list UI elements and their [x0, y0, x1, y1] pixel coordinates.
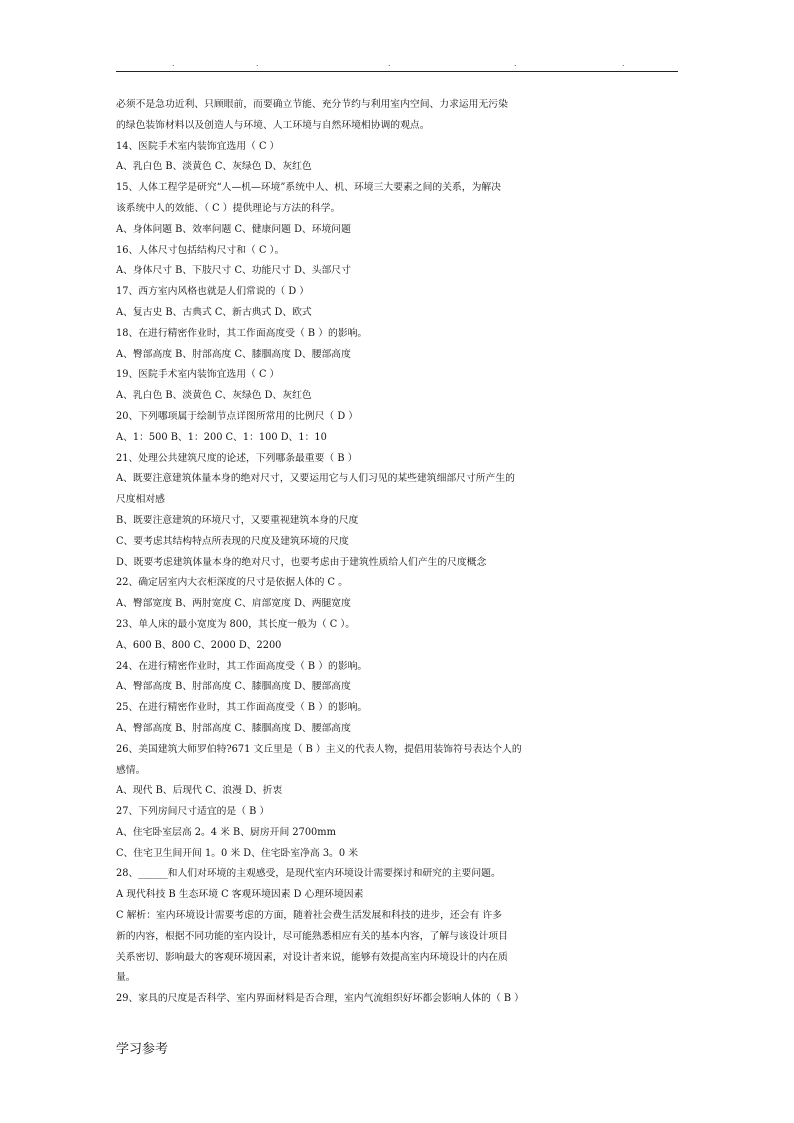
text-line: 16、人体尺寸包括结构尺寸和（ C ）。	[116, 244, 285, 256]
text-line: 新的内容，根据不同功能的室内设计，尽可能熟悉相应有关的基本内容，了解与该设计项目	[116, 930, 508, 942]
text-line: A、乳白色 B、淡黄色 C、灰绿色 D、灰红色	[116, 390, 312, 402]
text-line: 14、医院手术室内装饰宜选用（ C ）	[116, 140, 280, 152]
text-line: 27、下列房间尺寸适宜的是（ B ）	[116, 806, 270, 818]
text-line: 该系统中人的效能、（ C ）提供理论与方法的科学。	[116, 202, 341, 214]
text-line: A 现代科技 B 生态环境 C 客观环境因素 D 心理环境因素	[116, 889, 364, 901]
text-line: A、身体问题 B、效率问题 C、健康问题 D、环境问题	[116, 223, 351, 235]
header-dot: .	[388, 59, 391, 68]
text-line: 29、家具的尺度是否科学、室内界面材料是否合理，室内气流组织好坏都会影响人体的（ B ）	[116, 993, 524, 1005]
text-line: A、住宅卧室层高 2。4 米 B、厨房开间 2700mm	[116, 826, 336, 838]
text-line: C 解析：室内环境设计需要考虑的方面，随着社会费生活发展和科技的进步，还会有 许多	[116, 910, 503, 922]
text-line: 关系密切、影响最大的客观环境因素，对设计者来说，能够有效提高室内环境设计的内在质	[116, 951, 508, 963]
text-line: A、复古史 B、古典式 C、新古典式 D、欧式	[116, 306, 312, 318]
text-line: 24、在进行精密作业时，其工作面高度受（ B ）的影响。	[116, 660, 368, 672]
text-line: A、1：500 B、1：200 C、1：100 D、1：10	[116, 431, 327, 443]
header-dot: .	[256, 59, 259, 68]
text-line: 必须不是急功近利、只顾眼前，而要确立节能、充分节约与利用室内空间、力求运用无污染	[116, 99, 508, 110]
text-line: 量。	[116, 972, 136, 984]
text-line: A、既要注意建筑体量本身的绝对尺寸，又要运用它与人们习见的某些建筑细部尺寸所产生的	[116, 473, 515, 485]
text-line: 20、下列哪项属于绘制节点详图所常用的比例尺（ D ）	[116, 410, 359, 422]
text-line: C、要考虑其结构特点所表现的尺度及建筑环境的尺度	[116, 535, 349, 547]
header-rule	[116, 71, 678, 72]
text-line: 21、处理公共建筑尺度的论述，下列哪条最重要（ B ）	[116, 452, 358, 464]
text-line: A、臀部高度 B、肘部高度 C、膝腘高度 D、腰部高度	[116, 722, 351, 734]
header-dot: .	[172, 59, 175, 68]
text-line: 感情。	[116, 764, 146, 776]
text-line: 尺度相对感	[116, 494, 165, 506]
text-line: 22、确定居室内大衣柜深度的尺寸是依据人体的 C 。	[116, 577, 348, 589]
text-line: A、臀部高度 B、肘部高度 C、膝腘高度 D、腰部高度	[116, 348, 351, 360]
text-line: 19、医院手术室内装饰宜选用（ C ）	[116, 369, 280, 381]
text-line: C、住宅卫生间开间 1。0 米 D、住宅卧室净高 3。0 米	[116, 847, 358, 859]
text-line: A、乳白色 B、淡黄色 C、灰绿色 D、灰红色	[116, 161, 312, 173]
text-line: 25、在进行精密作业时，其工作面高度受（ B ）的影响。	[116, 702, 368, 714]
text-line: 26、美国建筑大师罗伯特?671 文丘里是（ B ）主义的代表人物，提倡用装饰符号表达个人的	[116, 743, 522, 755]
text-line: 23、单人床的最小宽度为 800，其长度一般为（ C ）。	[116, 618, 356, 630]
text-line: A、现代 B、后现代 C、浪漫 D、折衷	[116, 785, 283, 797]
text-line: 17、西方室内风格也就是人们常说的（ D ）	[116, 286, 310, 298]
text-line: A、600 B、800 C、2000 D、2200	[116, 639, 282, 651]
text-line: A、臀部高度 B、肘部高度 C、膝腘高度 D、腰部高度	[116, 681, 351, 693]
text-line: A、臀部宽度 B、两肘宽度 C、肩部宽度 D、两腿宽度	[116, 598, 351, 610]
header-dot: .	[622, 59, 625, 68]
text-line: B、既要注意建筑的环境尺寸，又要重视建筑本身的尺度	[116, 514, 359, 526]
header-marks	[116, 60, 678, 70]
text-line: D、既要考虑建筑体量本身的绝对尺寸，也要考虑由于建筑性质给人们产生的尺度概念	[116, 556, 487, 568]
text-line: A、身体尺寸 B、下肢尺寸 C、功能尺寸 D、头部尺寸	[116, 265, 351, 277]
text-line: 28、______和人们对环境的主观感受，是现代室内环境设计需要探讨和研究的主要问题。	[116, 868, 501, 880]
header-dot: .	[514, 59, 517, 68]
page-footer: 学习参考	[116, 1042, 169, 1057]
text-line: 15、人体工程学是研究“人—机—环境”系统中人、机、环境三大要素之间的关系，为解决	[116, 182, 501, 194]
text-line: 18、在进行精密作业时，其工作面高度受（ B ）的影响。	[116, 327, 368, 339]
document-body	[116, 95, 686, 1010]
text-line: 的绿色装饰材料以及创造人与环境、人工环境与自然环境相协调的观点。	[116, 119, 430, 131]
